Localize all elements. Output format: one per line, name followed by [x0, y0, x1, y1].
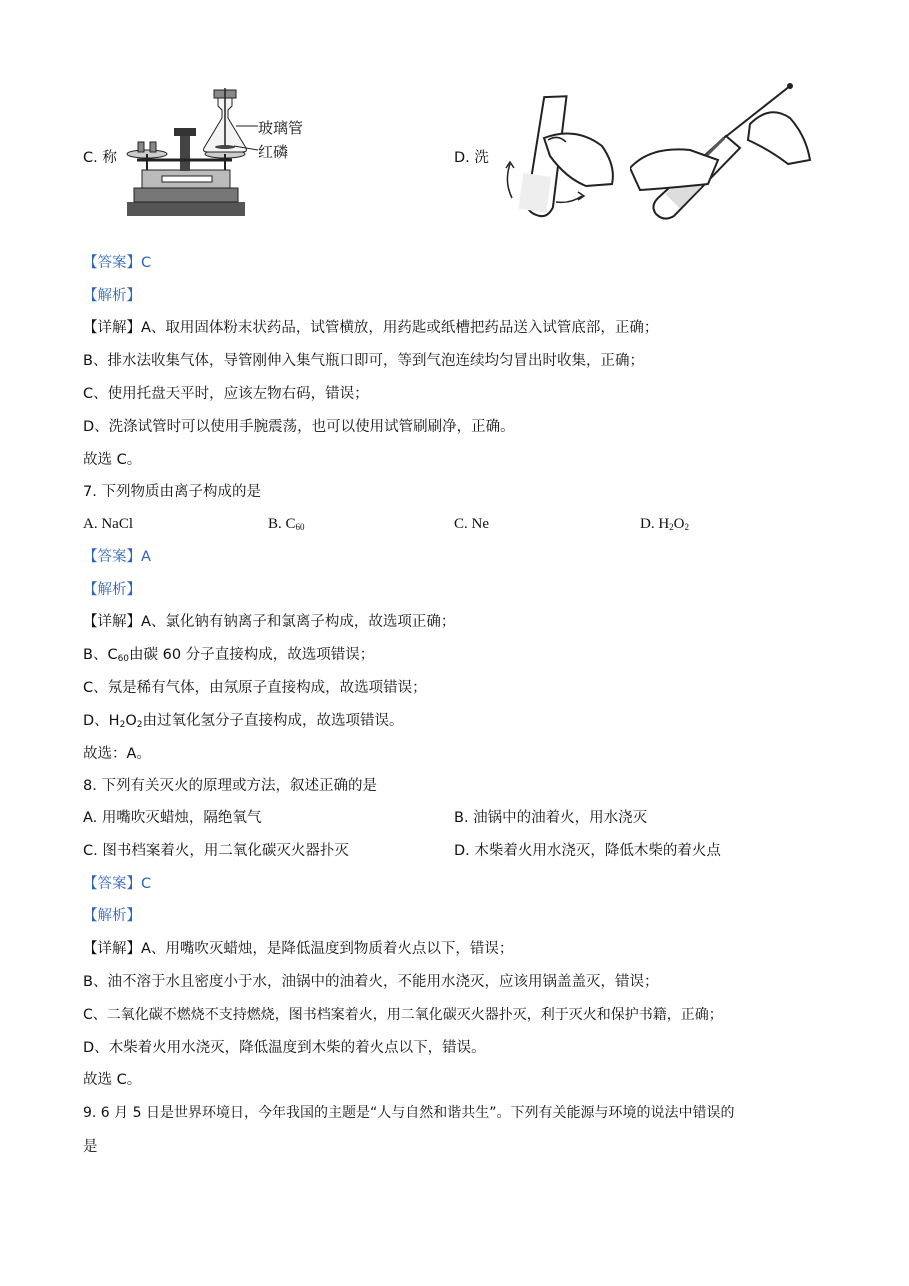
- q8-detail-line: B、油不溶于水且密度小于水，油锅中的油着火，不能用水浇灭，应该用锅盖盖灭，错误；: [83, 974, 659, 990]
- tube-brush-illustration: [630, 80, 812, 222]
- q7-option-b: B. $C_{60}$: [268, 516, 305, 532]
- q8-analysis-heading: 【解析】: [83, 908, 141, 924]
- q6-analysis-heading: 【解析】: [83, 288, 141, 304]
- q7-analysis-heading: 【解析】: [83, 582, 141, 598]
- q8-option-d: D. 木柴着火用水浇灭，降低木柴的着火点: [454, 843, 721, 859]
- q7-detail-line: 【详解】A、氯化钠有钠离子和氯离子构成，故选项正确；: [83, 614, 456, 630]
- q7-detail-line: B、$C_{60}$由碳 60 分子直接构成，故选项错误；: [83, 647, 375, 664]
- q7-stem: 7. 下列物质由离子构成的是: [83, 484, 261, 500]
- q7-detail-line: C、氖是稀有气体，由氖原子直接构成，故选项错误；: [83, 680, 427, 696]
- q9-stem-continued: 是: [83, 1139, 98, 1155]
- q8-answer: 【答案】C: [83, 876, 152, 892]
- figure-c-label: C. 称: [83, 150, 117, 166]
- q7-conclusion: 故选：A。: [83, 746, 151, 762]
- red-phosphorus-label: 红磷: [258, 143, 289, 161]
- q7-answer: 【答案】A: [83, 549, 151, 565]
- balance-illustration: [122, 88, 322, 220]
- q8-option-b: B. 油锅中的油着火，用水浇灭: [454, 810, 648, 826]
- q6-detail-line: D、洗涤试管时可以使用手腕震荡，也可以使用试管刷刷净，正确。: [83, 419, 515, 435]
- q8-option-a: A. 用嘴吹灭蜡烛，隔绝氧气: [83, 810, 262, 826]
- q6-conclusion: 故选 C。: [83, 452, 142, 468]
- q8-detail-line: C、二氧化碳不燃烧不支持燃烧，图书档案着火，用二氧化碳灭火器扑灭，利于灭火和保护书籍，正确；: [83, 1007, 723, 1023]
- q9-stem: 9. 6 月 5 日是世界环境日，今年我国的主题是“人与自然和谐共生”。下列有关能源与环境的说法中错误的: [83, 1105, 735, 1121]
- q7-detail-line: D、$H_2O_2$由过氧化氢分子直接构成，故选项错误。: [83, 713, 404, 730]
- glass-tube-label: 玻璃管: [258, 119, 304, 137]
- shaking-test-tube-illustration: [496, 86, 620, 222]
- q6-detail-line: 【详解】A、取用固体粉末状药品，试管横放，用药匙或纸槽把药品送入试管底部，正确；: [83, 320, 659, 336]
- q7-option-a: A. NaCl: [83, 516, 133, 532]
- q7-option-d: D. $H_2O_2$: [640, 516, 690, 532]
- q8-detail-line: 【详解】A、用嘴吹灭蜡烛，是降低温度到物质着火点以下，错误；: [83, 941, 514, 957]
- q6-detail-line: B、排水法收集气体，导管刚伸入集气瓶口即可，等到气泡连续均匀冒出时收集，正确；: [83, 353, 644, 369]
- q6-detail-line: C、使用托盘天平时，应该左物右码，错误；: [83, 386, 369, 402]
- q8-conclusion: 故选 C。: [83, 1072, 142, 1088]
- q8-stem: 8. 下列有关灭火的原理或方法，叙述正确的是: [83, 778, 377, 794]
- q8-option-c: C. 图书档案着火，用二氧化碳灭火器扑灭: [83, 843, 349, 859]
- figure-d-label: D. 洗: [454, 150, 489, 166]
- q8-detail-line: D、木柴着火用水浇灭，降低温度到木柴的着火点以下，错误。: [83, 1040, 486, 1056]
- q7-option-c: C. Ne: [454, 516, 489, 532]
- q6-answer: 【答案】C: [83, 255, 152, 271]
